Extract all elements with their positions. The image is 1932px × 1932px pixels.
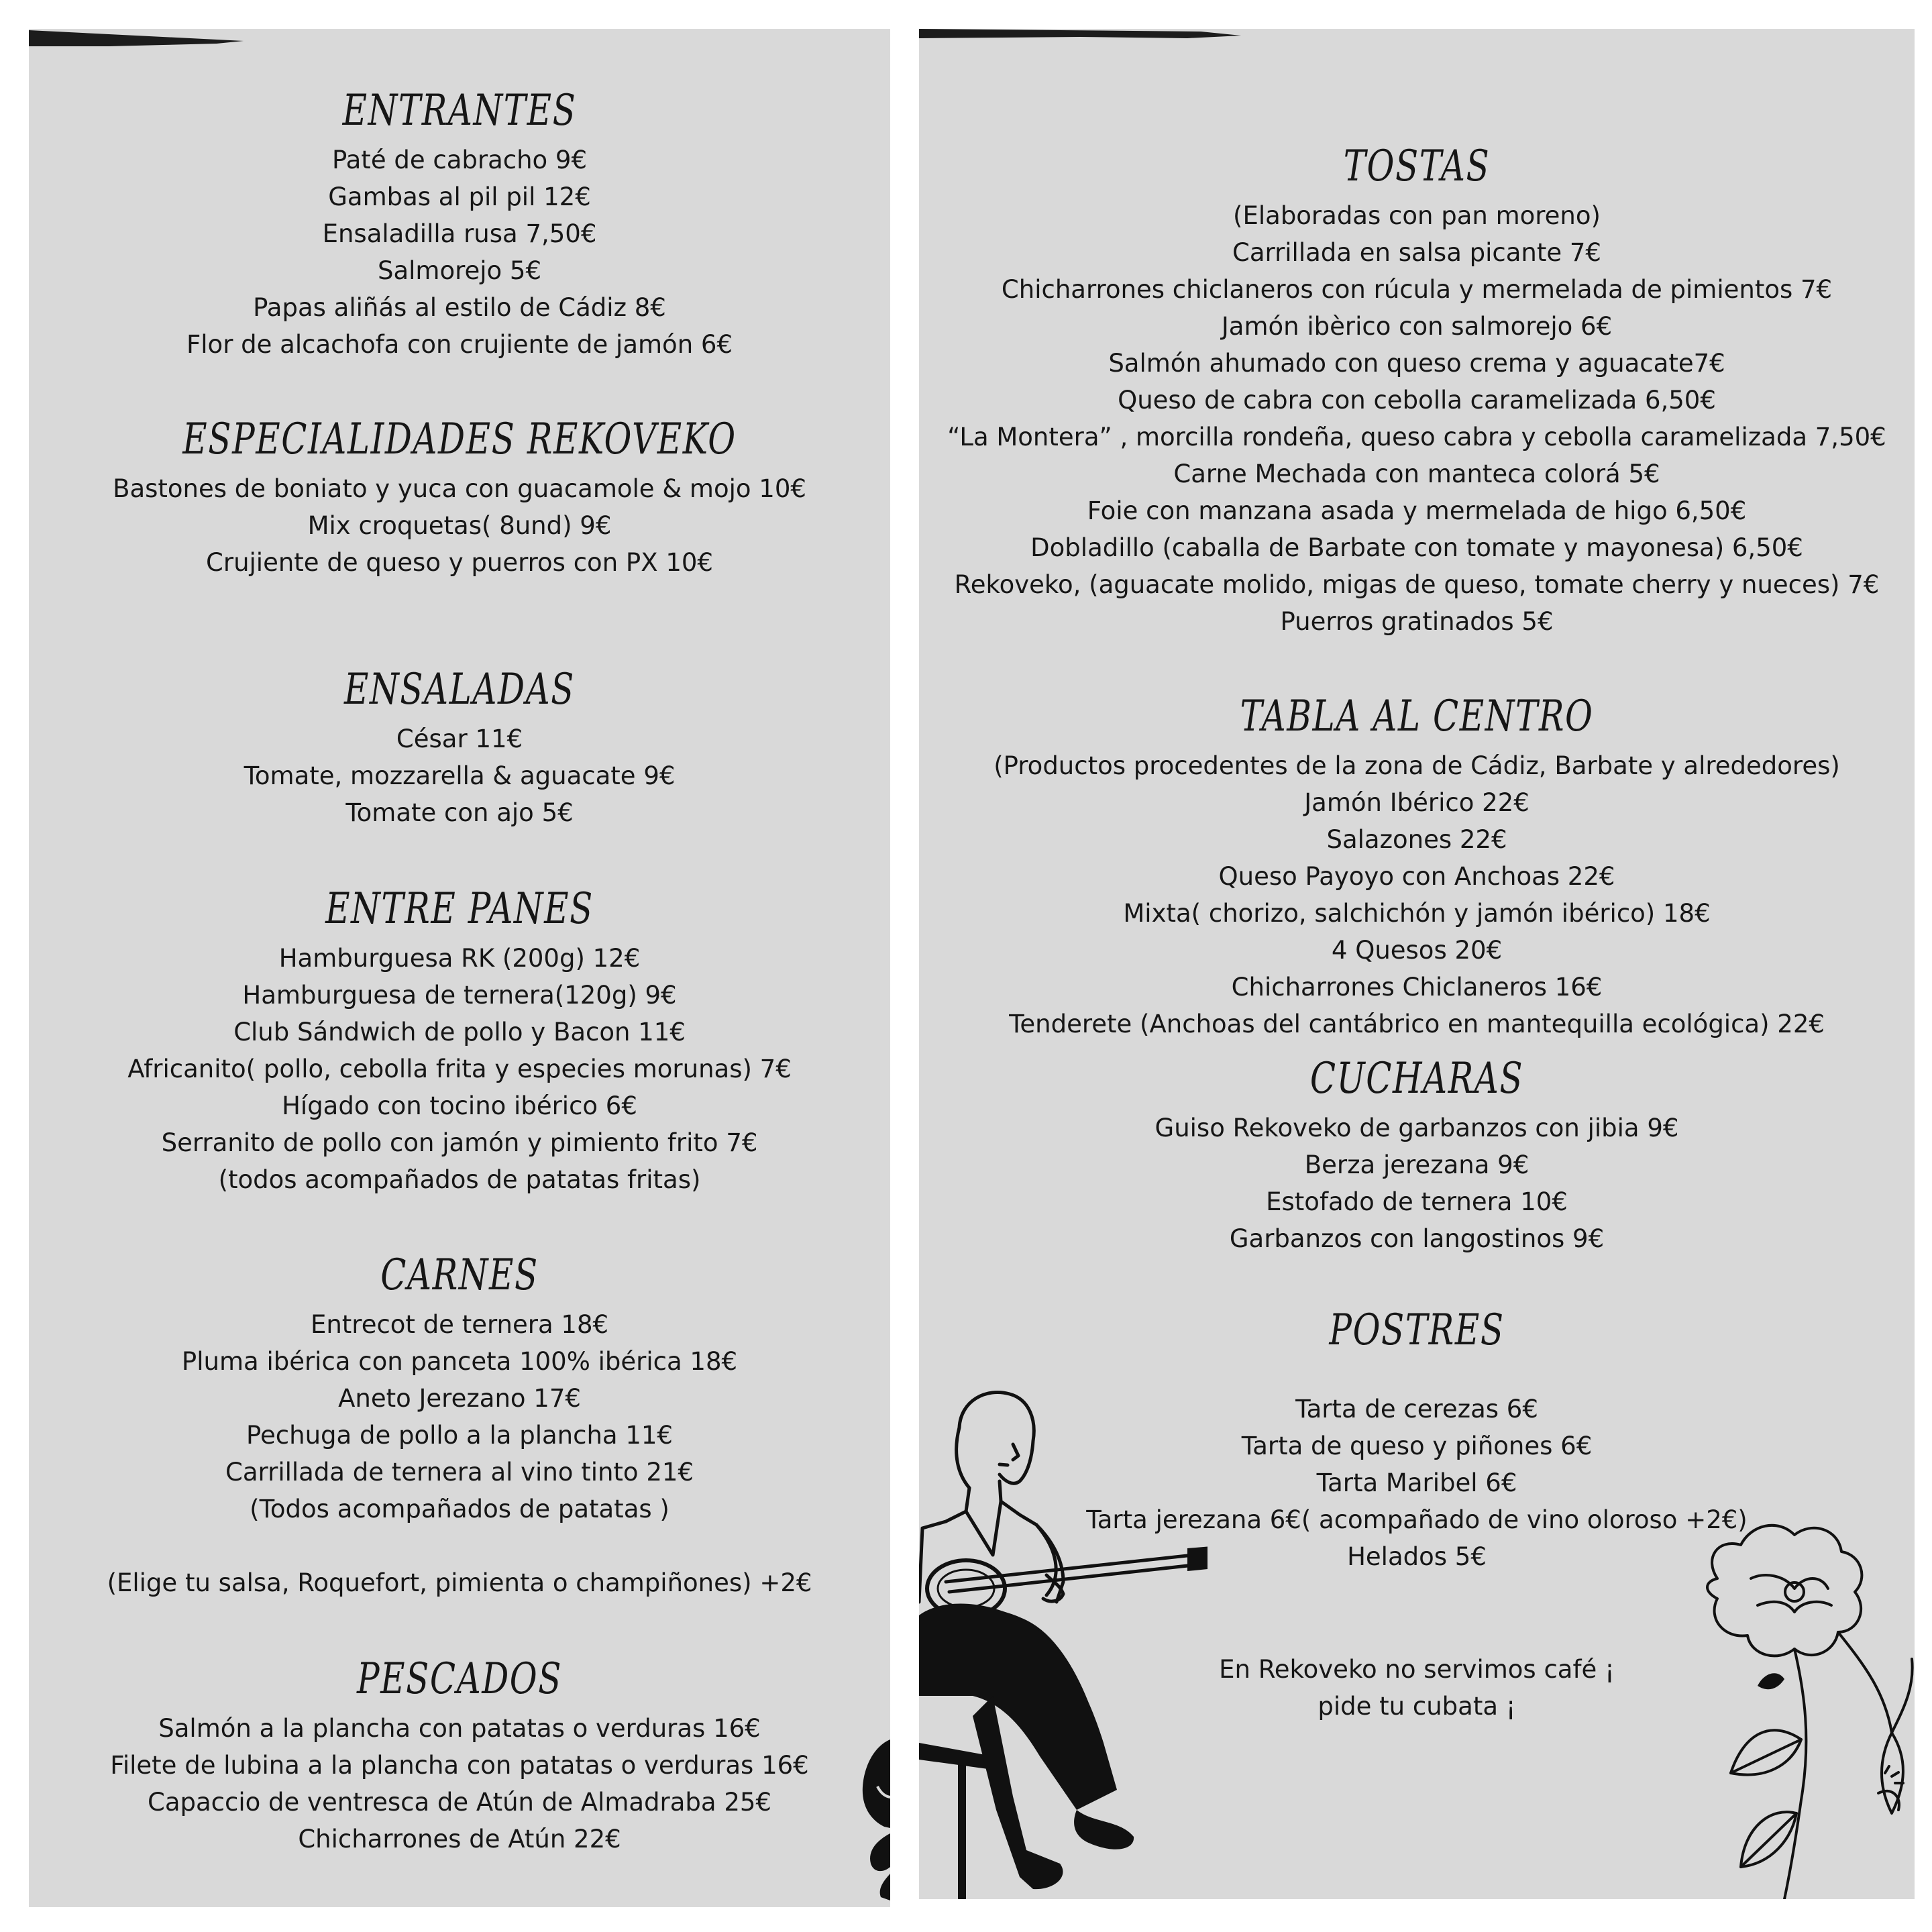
menu-item: “La Montera” , morcilla rondeña, queso cabra y cebolla caramelizada 7,50€ (947, 423, 1886, 451)
menu-item: 4 Quesos 20€ (1331, 936, 1503, 965)
menu-item: Africanito( pollo, cebolla frita y especies morunas) 7€ (127, 1055, 792, 1083)
item-list (29, 1710, 890, 1858)
guitarist-illustration-icon (919, 1381, 1208, 1899)
menu-item: Serranito de pollo con jamón y pimiento frito 7€ (161, 1128, 758, 1157)
menu-item: Carrillada de ternera al vino tinto 21€ (225, 1458, 694, 1487)
section-title: ESPECIALIDADES REKOVEKO (182, 415, 737, 464)
section-title: TOSTAS (1343, 142, 1491, 191)
section-title: CARNES (380, 1250, 539, 1300)
menu-item-note: (Productos procedentes de la zona de Cádiz, Barbate y alrededores) (994, 751, 1840, 780)
sauce-note: (Elige tu salsa, Roquefort, pimienta o champiñones) +2€ (107, 1568, 812, 1597)
menu-item: Chicharrones Chiclaneros 16€ (1231, 973, 1603, 1002)
menu-item: Mixta( chorizo, salchichón y jamón ibérico) 18€ (1123, 899, 1711, 928)
menu-item: Carne Mechada con manteca colorá 5€ (1173, 460, 1660, 488)
menu-item-note: (Todos acompañados de patatas ) (250, 1495, 669, 1523)
item-list (29, 940, 890, 1198)
menu-item: Capaccio de ventresca de Atún de Almadraba 25€ (148, 1788, 771, 1817)
note-line: En Rekoveko no servimos café ¡ (1219, 1655, 1615, 1684)
menu-item: Helados 5€ (1347, 1542, 1487, 1571)
menu-item: Tarta de queso y piñones 6€ (1241, 1432, 1593, 1460)
section-entre-panes (29, 882, 890, 1198)
menu-item: Tarta jerezana 6€( acompañado de vino oloroso +2€) (1086, 1505, 1748, 1534)
section-title: CUCHARAS (1309, 1054, 1524, 1104)
menu-item: Bastones de boniato y yuca con guacamole & mojo 10€ (113, 474, 806, 503)
menu-item: Jamón Ibérico 22€ (1304, 788, 1529, 817)
menu-item: Filete de lubina a la plancha con patatas o verduras 16€ (110, 1751, 809, 1780)
menu-item: Tomate, mozzarella & aguacate 9€ (244, 761, 676, 790)
item-list (29, 720, 890, 831)
dancer-illustration-icon (844, 1713, 890, 1900)
menu-item: Dobladillo (caballa de Barbate con tomate y mayonesa) 6,50€ (1030, 533, 1803, 562)
menu-item: Guiso Rekoveko de garbanzos con jibia 9€ (1155, 1114, 1679, 1142)
menu-item: Chicharrones de Atún 22€ (298, 1825, 621, 1854)
menu-page-left (29, 29, 890, 1907)
menu-item: Paté de cabracho 9€ (331, 146, 588, 174)
item-list (919, 747, 1915, 1042)
item-list (29, 470, 890, 581)
menu-item: Salmón a la plancha con patatas o verduras 16€ (158, 1714, 761, 1743)
menu-item: Gambas al pil pil 12€ (328, 182, 591, 211)
menu-page-right (919, 29, 1915, 1899)
menu-item: Club Sándwich de pollo y Bacon 11€ (233, 1018, 686, 1046)
menu-item: Ensaladilla rusa 7,50€ (322, 219, 597, 248)
section-tostas (919, 140, 1915, 640)
section-tabla-al-centro (919, 690, 1915, 1042)
menu-item: Queso Payoyo con Anchoas 22€ (1218, 862, 1615, 891)
section-title: PESCADOS (356, 1654, 563, 1704)
item-list (29, 1306, 890, 1527)
menu-item-note: (Elaboradas con pan moreno) (1233, 201, 1601, 230)
menu-item: Aneto Jerezano 17€ (338, 1384, 581, 1413)
menu-item: César 11€ (396, 724, 523, 753)
note-line: pide tu cubata ¡ (1318, 1692, 1516, 1721)
menu-item: Tarta de cerezas 6€ (1295, 1395, 1538, 1424)
menu-item: Pechuga de pollo a la plancha 11€ (246, 1421, 673, 1450)
section-title: POSTRES (1329, 1305, 1505, 1355)
menu-item: Pluma ibérica con panceta 100% ibérica 18€ (181, 1347, 738, 1376)
brush-stroke-icon (919, 29, 1241, 48)
menu-item: Estofado de ternera 10€ (1266, 1187, 1568, 1216)
section-entrantes (29, 84, 890, 363)
section-title: ENTRANTES (342, 86, 577, 136)
menu-item: Garbanzos con langostinos 9€ (1229, 1224, 1605, 1253)
section-title: ENSALADAS (344, 665, 575, 714)
menu-item: Salmorejo 5€ (377, 256, 542, 285)
menu-item-note: (todos acompañados de patatas fritas) (218, 1165, 701, 1194)
section-carnes (29, 1248, 890, 1601)
section-especialidades (29, 413, 890, 581)
menu-item: Rekoveko, (aguacate molido, migas de queso, tomate cherry y nueces) 7€ (954, 570, 1880, 599)
section-title: ENTRE PANES (325, 884, 594, 934)
item-list (919, 1110, 1915, 1257)
menu-item: Salmón ahumado con queso crema y aguacate7€ (1108, 349, 1725, 378)
section-cucharas (919, 1052, 1915, 1257)
menu-item: Crujiente de queso y puerros con PX 10€ (206, 548, 713, 577)
menu-item: Tarta Maribel 6€ (1316, 1468, 1517, 1497)
menu-item: Queso de cabra con cebolla caramelizada 6,50€ (1118, 386, 1716, 415)
flower-illustration-icon (1677, 1518, 1915, 1899)
menu-item: Mix croquetas( 8und) 9€ (307, 511, 612, 540)
menu-item: Hamburguesa de ternera(120g) 9€ (242, 981, 677, 1010)
menu-item: Papas aliñás al estilo de Cádiz 8€ (253, 293, 666, 322)
menu-item: Carrillada en salsa picante 7€ (1232, 238, 1601, 267)
brush-stroke-icon (29, 29, 244, 48)
menu-item: Entrecot de ternera 18€ (310, 1310, 609, 1339)
menu-item: Berza jerezana 9€ (1304, 1150, 1529, 1179)
section-title: TABLA AL CENTRO (1240, 692, 1594, 741)
menu-item: Tomate con ajo 5€ (345, 798, 574, 827)
item-list (29, 142, 890, 363)
menu-item: Hamburguesa RK (200g) 12€ (278, 944, 641, 973)
menu-item: Foie con manzana asada y mermelada de higo 6,50€ (1087, 496, 1747, 525)
menu-item: Hígado con tocino ibérico 6€ (282, 1091, 637, 1120)
menu-item: Flor de alcachofa con crujiente de jamón 6€ (186, 330, 733, 359)
section-ensaladas (29, 663, 890, 831)
menu-item: Chicharrones chiclaneros con rúcula y mermelada de pimientos 7€ (1001, 275, 1833, 304)
item-list (919, 197, 1915, 640)
section-pescados (29, 1652, 890, 1858)
menu-item: Jamón ibèrico con salmorejo 6€ (1221, 312, 1613, 341)
menu-item: Salazones 22€ (1326, 825, 1507, 854)
menu-item: Tenderete (Anchoas del cantábrico en mantequilla ecológica) 22€ (1009, 1010, 1825, 1038)
menu-item: Puerros gratinados 5€ (1280, 607, 1554, 636)
